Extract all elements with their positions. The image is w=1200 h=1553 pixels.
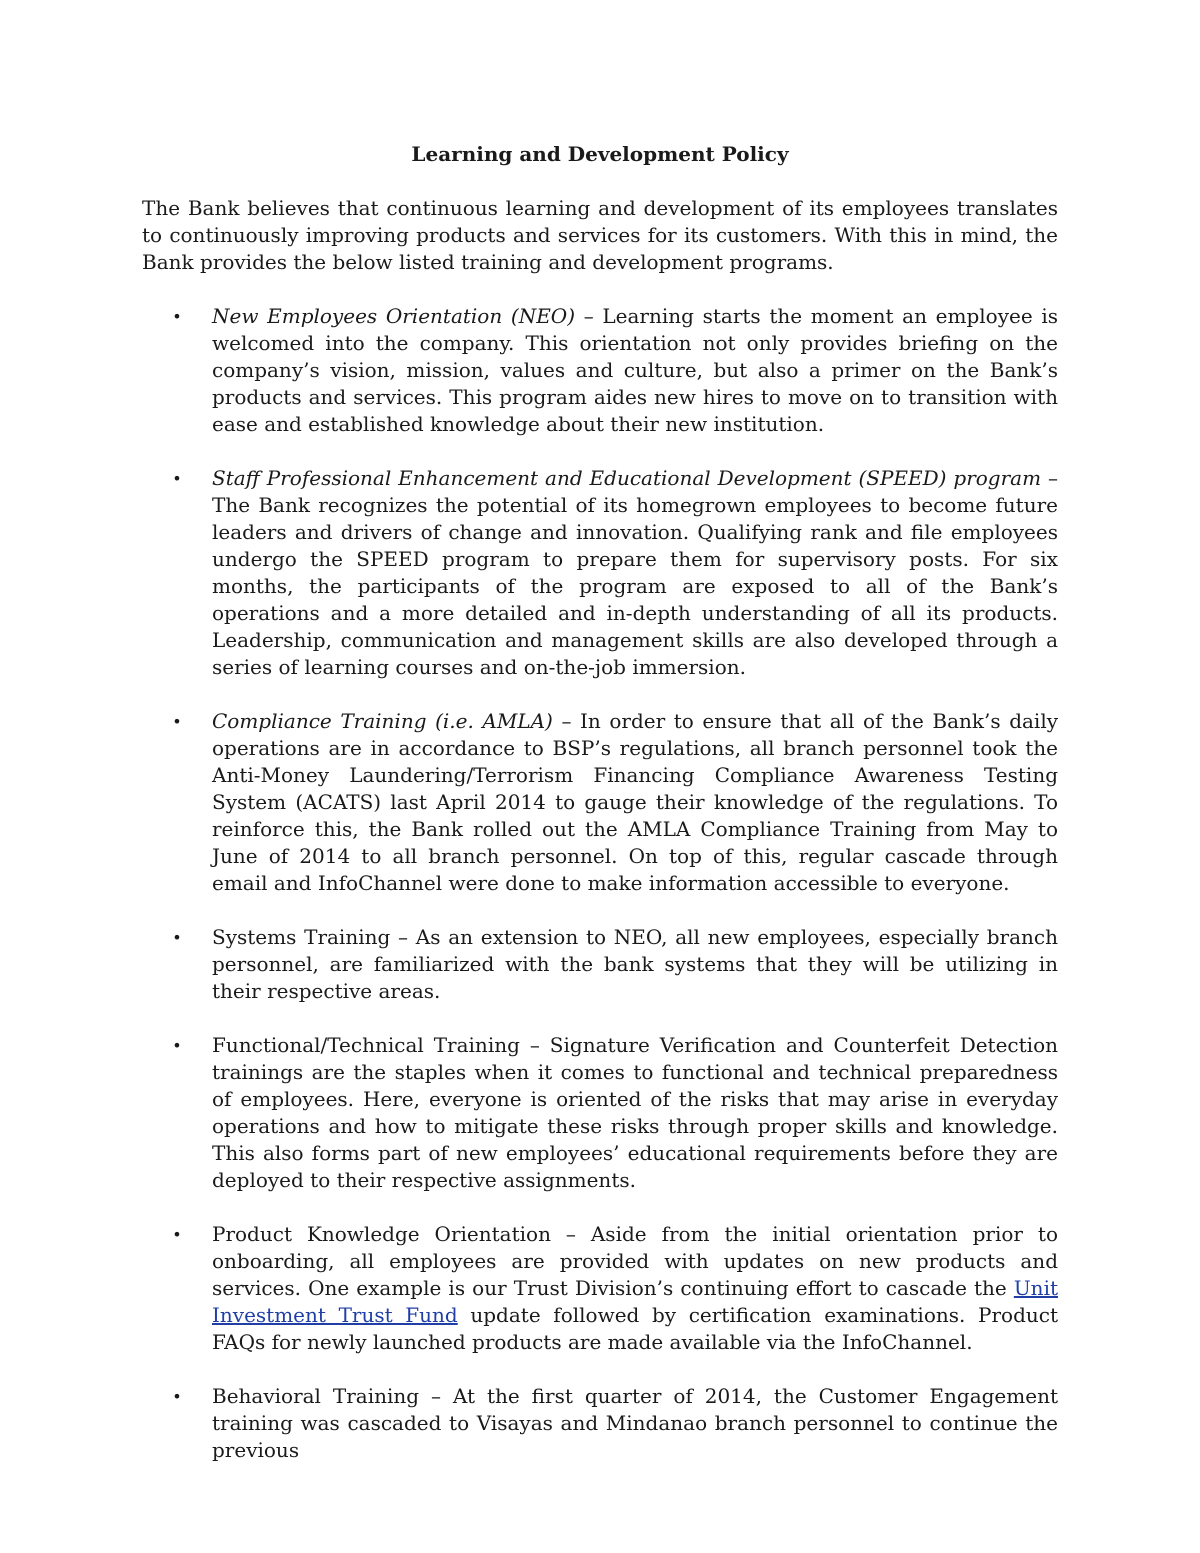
bullet-icon: • — [172, 469, 182, 488]
program-term: New Employees Orientation (NEO) — [212, 304, 576, 328]
program-description: Functional/Technical Training – Signature Verification and Counterfeit Detection trainings are the staples when it comes to functional and technical preparedness of employees. Here, everyone is oriented of the risks that may arise in everyday operations and how to mitigate these risks through proper skills and knowledge. This also forms part of new employees’ educational requirements before they are deployed to their respective assignments. — [212, 1033, 1058, 1192]
bullet-icon: • — [172, 1225, 182, 1244]
program-description: Systems Training – As an extension to NEO, all new employees, especially branch personnel, are familiarized with the bank systems that they will be utilizing in their respective areas. — [212, 925, 1058, 1003]
uitf-link[interactable]: Unit Investment Trust Fund — [212, 1276, 1058, 1327]
list-item-systems — [142, 924, 1058, 1005]
program-term: Staff Professional Enhancement and Educational Development (SPEED) program — [212, 466, 1042, 490]
list-item-speed — [142, 465, 1058, 681]
bullet-icon: • — [172, 1387, 182, 1406]
list-item-functional — [142, 1032, 1058, 1194]
list-item-neo — [142, 303, 1058, 438]
bullet-icon: • — [172, 928, 182, 947]
list-item-behavioral — [142, 1383, 1058, 1464]
document-title: Learning and Development Policy — [411, 142, 789, 166]
program-description: – In order to ensure that all of the Bank’s daily operations are in accordance to BSP’s regulations, all branch personnel took the Anti-Money Laundering/Terrorism Financing Compliance Awareness Testing System (ACATS) last April 2014 to gauge their knowledge of the regulations. To reinforce this, the Bank rolled out the AMLA Compliance Training from May to June of 2014 to all branch personnel. On top of this, regular cascade through email and InfoChannel were done to make information accessible to everyone. — [212, 709, 1059, 895]
program-description: – The Bank recognizes the potential of its homegrown employees to become future leaders and drivers of change and innovation. Qualifying rank and file employees undergo the SPEED program to prepare them for supervisory posts. For six months, the participants of the program are exposed to all of the Bank’s operations and a more detailed and in-depth understanding of all its products. Leadership, communication and management skills are also developed through a series of learning courses and on-the-job immersion. — [212, 466, 1058, 679]
bullet-icon: • — [172, 712, 182, 731]
bullet-icon: • — [172, 307, 182, 326]
program-term: Compliance Training (i.e. AMLA) — [212, 709, 553, 733]
program-description: Behavioral Training – At the first quarter of 2014, the Customer Engagement training was cascaded to Visayas and Mindanao branch personnel to continue the previous — [212, 1384, 1058, 1462]
program-description: – Learning starts the moment an employee is welcomed into the company. This orientation not only provides briefing on the company’s vision, mission, values and culture, but also a primer on the Bank’s products and services. This program aides new hires to move on to transition with ease and established knowledge about their new institution. — [212, 304, 1059, 436]
program-description-cont: update followed by certification examinations. Product FAQs for newly launched products are made available via the InfoChannel. — [212, 1303, 1058, 1354]
list-item-product-knowledge — [142, 1221, 1058, 1356]
bullet-icon: • — [172, 1036, 182, 1055]
intro-paragraph: The Bank believes that continuous learning and development of its employees translates to continuously improving products and services for its customers. With this in mind, the Bank provides the below listed training and development programs. — [142, 196, 1058, 274]
program-description: Product Knowledge Orientation – Aside from the initial orientation prior to onboarding, all employees are provided with updates on new products and services. One example is our Trust Division’s continuing effort to cascade the — [212, 1222, 1058, 1300]
program-list — [142, 303, 1058, 1464]
list-item-compliance — [142, 708, 1058, 897]
